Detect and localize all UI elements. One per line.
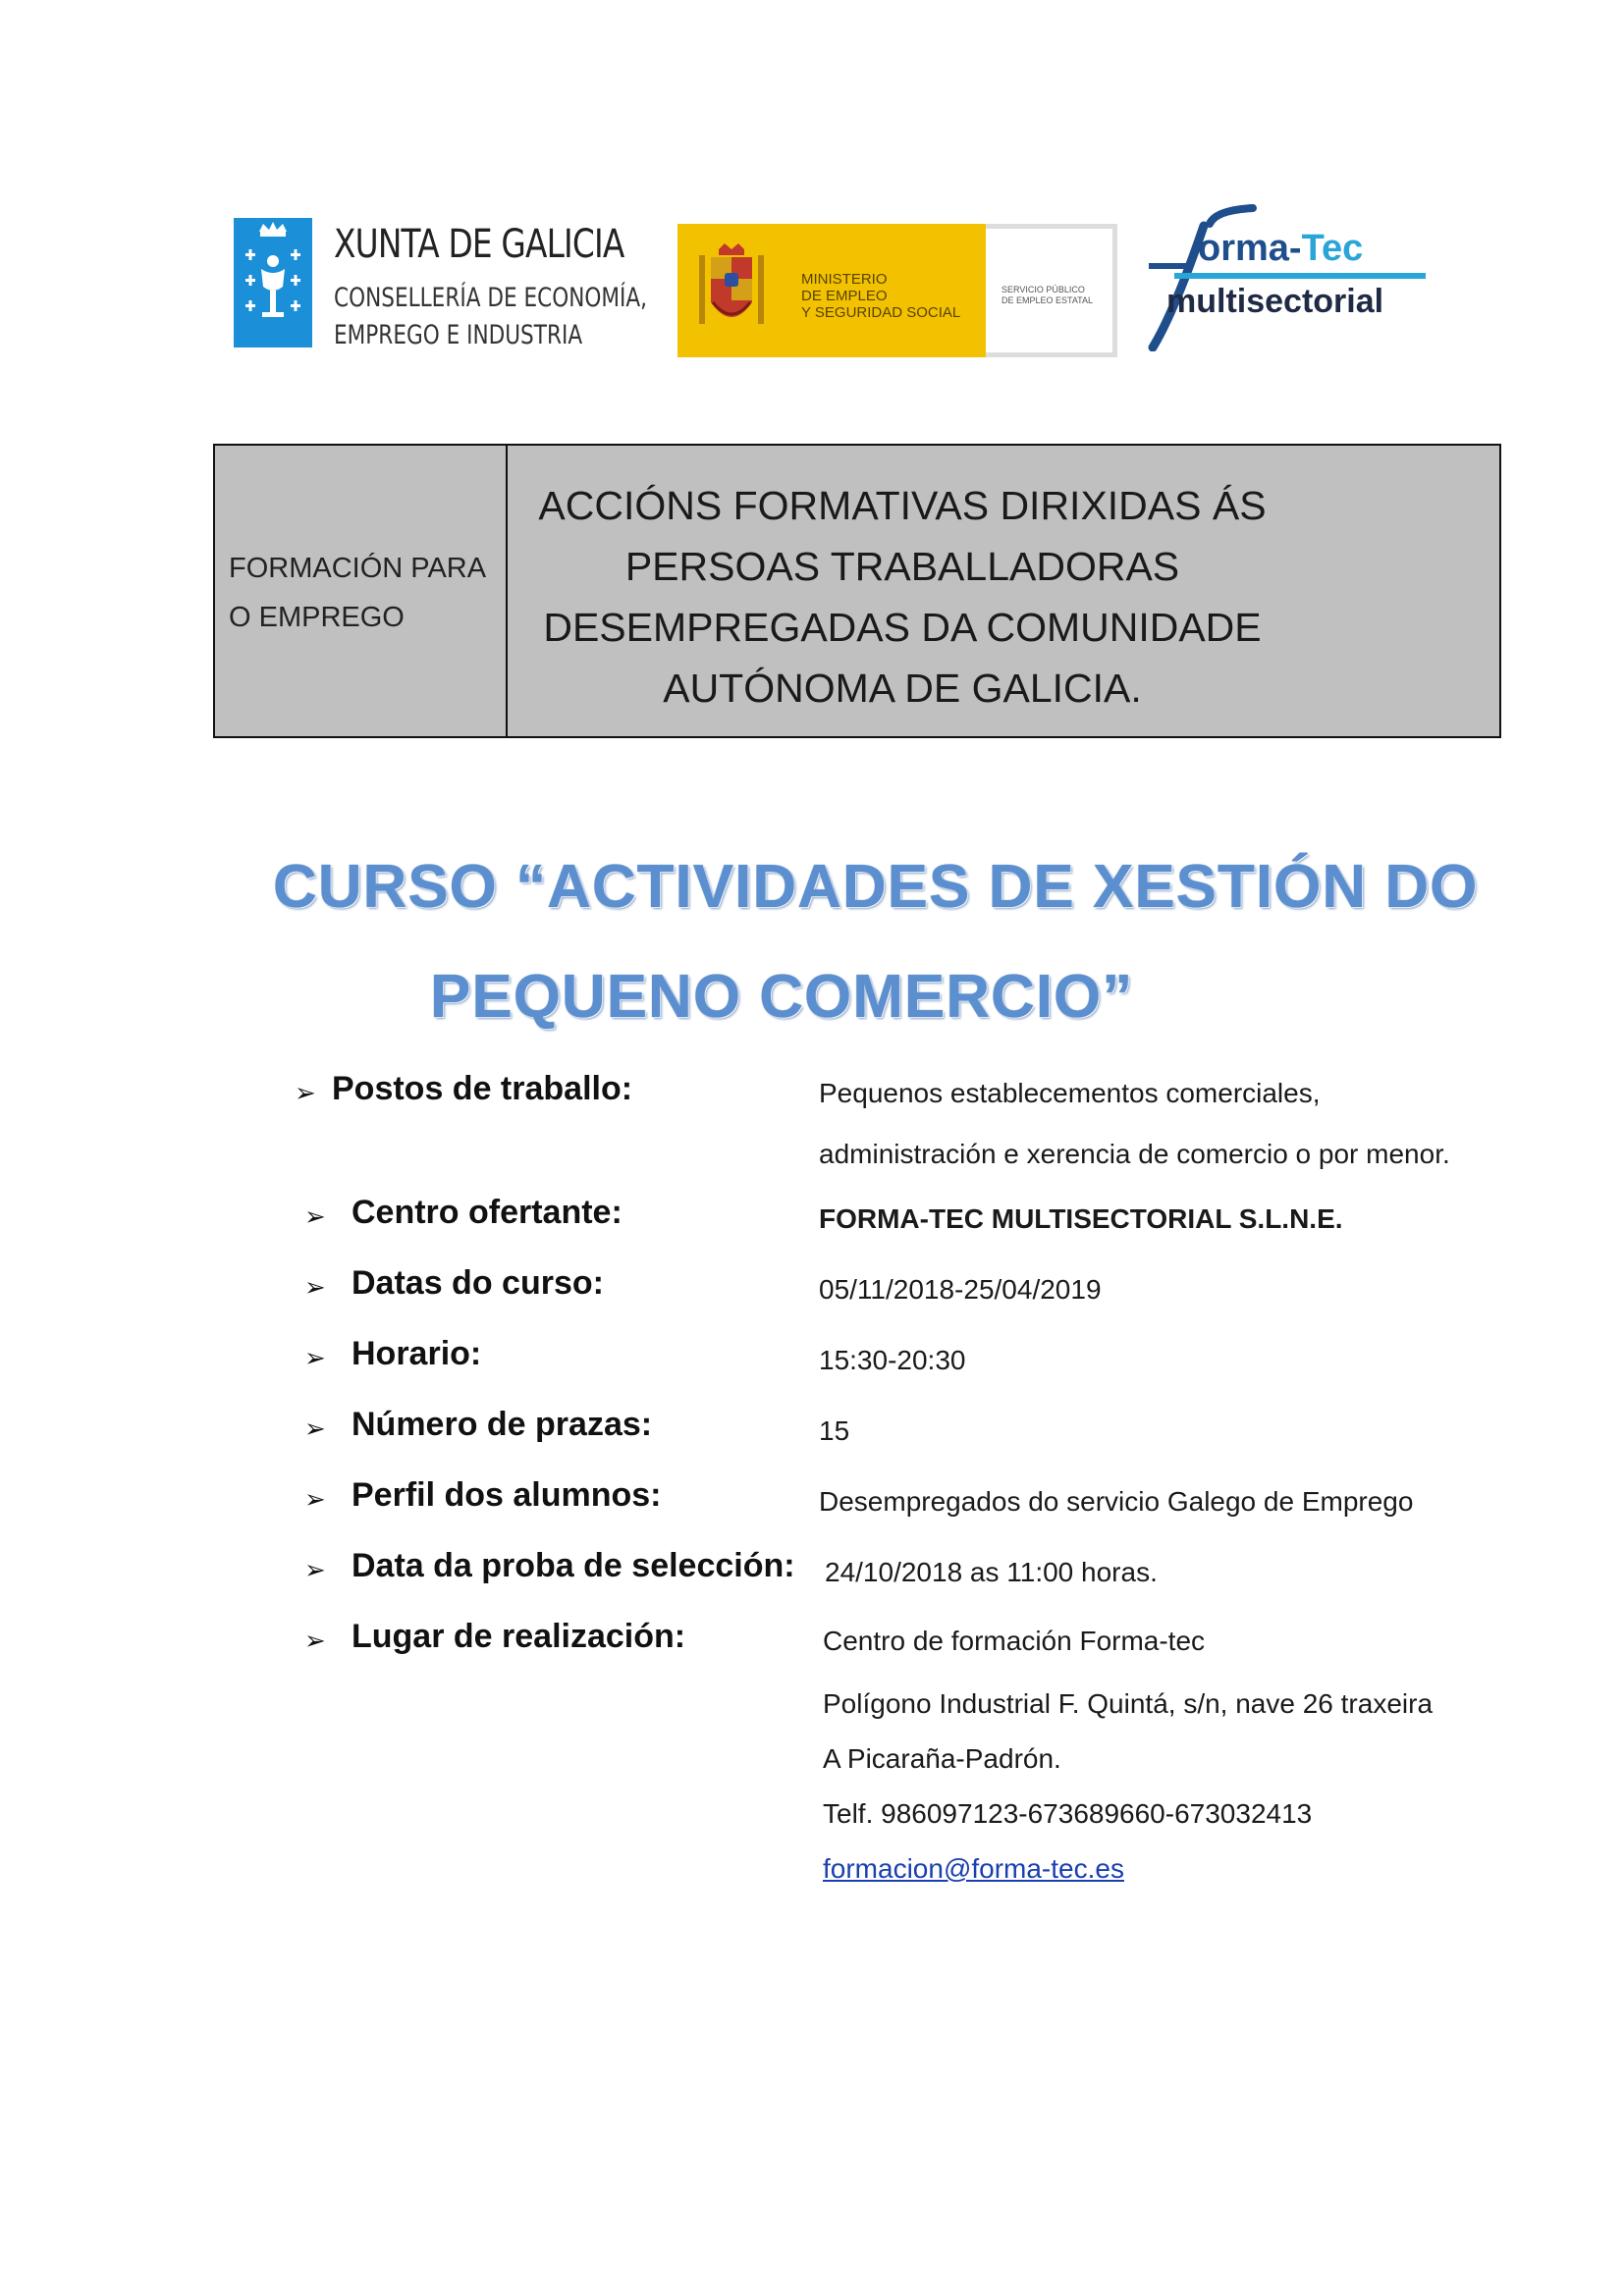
ministerio-line-3: Y SEGURIDAD SOCIAL xyxy=(801,304,961,321)
bullet-arrow-icon: ➢ xyxy=(304,1555,326,1584)
datas-label: Datas do curso: xyxy=(352,1264,604,1302)
programme-type-line-2: O EMPREGO xyxy=(229,602,405,633)
programme-description-line-4: AUTÓNOMA DE GALICIA. xyxy=(663,666,1142,711)
horario-label: Horario: xyxy=(352,1335,482,1372)
forma-tec-brand xyxy=(1198,228,1363,270)
contact-email-link[interactable]: formacion@forma-tec.es xyxy=(823,1853,1124,1884)
programme-description-line-2: PERSOAS TRABALLADORAS xyxy=(624,544,1180,589)
xunta-subtitle-line1: CONSELLERÍA DE ECONOMÍA, xyxy=(334,283,648,313)
lugar-value-line-2: Polígono Industrial F. Quintá, s/n, nave 26 traxeira xyxy=(823,1688,1434,1719)
forma-tec-brand-line2: multisectorial xyxy=(1166,283,1384,320)
forma-tec-brand-part1: orma- xyxy=(1198,228,1302,269)
lugar-label: Lugar de realización: xyxy=(352,1618,686,1655)
ministerio-line-2: DE EMPLEO xyxy=(801,288,888,304)
programme-type xyxy=(229,544,494,642)
forma-tec-brand-part2: Tec xyxy=(1301,228,1364,269)
course-title-line-1: CURSO “ACTIVIDADES DE XESTIÓN DO xyxy=(273,853,1479,921)
proba-value: 24/10/2018 as 11:00 horas. xyxy=(825,1557,1158,1587)
proba-label: Data da proba de selección: xyxy=(352,1547,795,1584)
spain-coat-of-arms-icon xyxy=(695,241,768,340)
programme-description xyxy=(510,475,1295,719)
sepe-text xyxy=(1001,285,1093,306)
ministerio-line-1: MINISTERIO xyxy=(801,271,888,288)
sepe-line-1: SERVICIO PÚBLICO xyxy=(1001,285,1085,294)
bullet-arrow-icon: ➢ xyxy=(304,1414,326,1443)
prazas-value: 15 xyxy=(819,1415,850,1446)
postos-value-line-1: Pequenos establecementos comerciales, xyxy=(819,1078,1321,1108)
lugar-value-line-3: A Picaraña-Padrón. xyxy=(823,1743,1061,1774)
bullet-arrow-icon: ➢ xyxy=(304,1626,326,1655)
header-box-divider xyxy=(506,446,508,736)
lugar-value-line-4: Telf. 986097123-673689660-673032413 xyxy=(823,1798,1313,1829)
horario-value: 15:30-20:30 xyxy=(819,1345,966,1375)
xunta-title: XUNTA DE GALICIA xyxy=(334,222,624,267)
centro-label: Centro ofertante: xyxy=(352,1194,623,1231)
xunta-subtitle-line2: EMPREGO E INDUSTRIA xyxy=(334,320,583,350)
xunta-shield-icon xyxy=(234,218,312,347)
forma-tec-logo xyxy=(1145,204,1430,351)
bullet-arrow-icon: ➢ xyxy=(304,1272,326,1302)
programme-header-box xyxy=(213,444,1501,738)
sepe-line-2: DE EMPLEO ESTATAL xyxy=(1001,295,1094,305)
datas-value: 05/11/2018-25/04/2019 xyxy=(819,1274,1102,1305)
postos-label: Postos de traballo: xyxy=(332,1070,633,1107)
perfil-label: Perfil dos alumnos: xyxy=(352,1476,662,1514)
bullet-arrow-icon: ➢ xyxy=(295,1078,316,1107)
programme-type-line-1: FORMACIÓN PARA xyxy=(229,553,487,584)
bullet-arrow-icon: ➢ xyxy=(304,1343,326,1372)
programme-description-line-1: ACCIÓNS FORMATIVAS DIRIXIDAS ÁS xyxy=(538,483,1267,528)
prazas-label: Número de prazas: xyxy=(352,1406,653,1443)
forma-tec-swoosh-icon xyxy=(1145,204,1430,351)
ministerio-empleo-logo xyxy=(677,224,1117,357)
postos-value-line-2: administración e xerencia de comercio o por menor. xyxy=(819,1139,1450,1169)
centro-value: FORMA-TEC MULTISECTORIAL S.L.N.E. xyxy=(819,1203,1343,1234)
xunta-de-galicia-logo xyxy=(234,218,646,355)
bullet-arrow-icon: ➢ xyxy=(304,1484,326,1514)
programme-description-line-3: DESEMPREGADAS DA COMUNIDADE xyxy=(543,605,1262,650)
ministerio-text xyxy=(801,271,960,321)
bullet-arrow-icon: ➢ xyxy=(304,1201,326,1231)
course-title-line-2: PEQUENO COMERCIO” xyxy=(430,963,1134,1031)
perfil-value: Desempregados do servicio Galego de Emprego xyxy=(819,1486,1414,1517)
lugar-value-line-1: Centro de formación Forma-tec xyxy=(823,1626,1206,1656)
